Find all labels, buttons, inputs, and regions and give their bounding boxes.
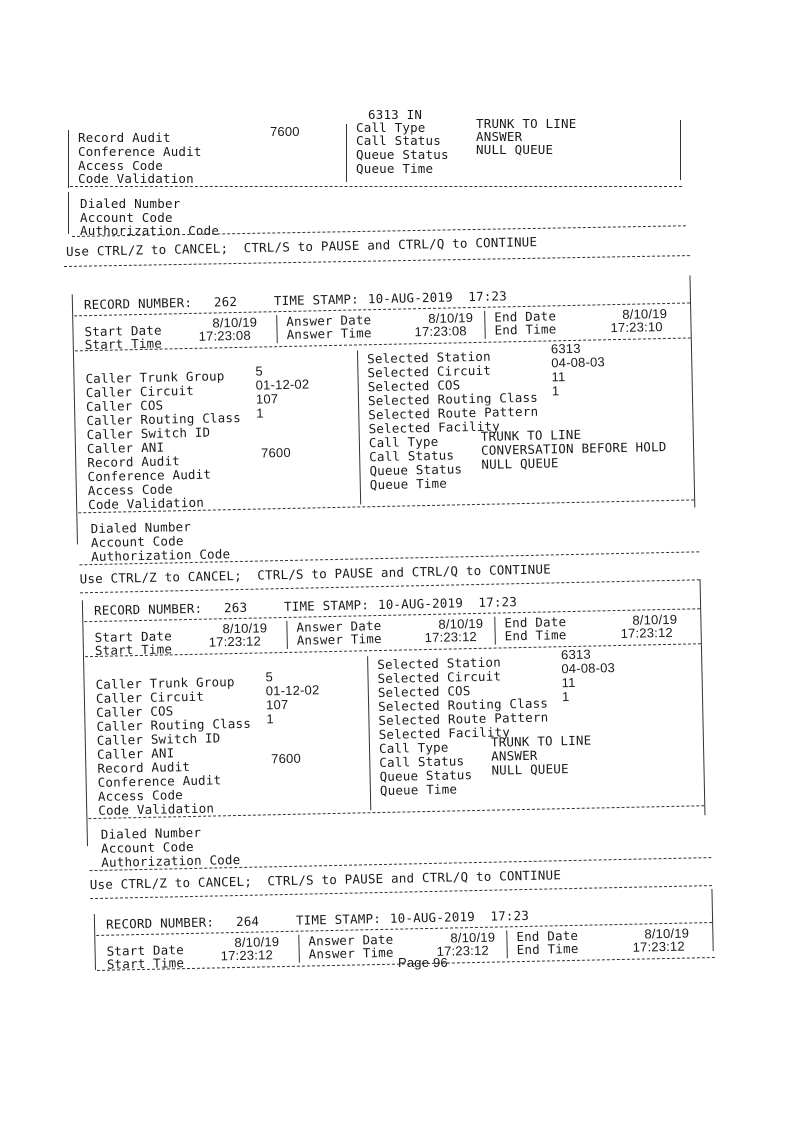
conference-audit-label: Conference Audit xyxy=(78,144,202,159)
answer-date-value: 8/10/19 xyxy=(450,929,496,946)
end-date-value: 8/10/19 xyxy=(622,305,668,322)
caller-switch-id-label: Caller Switch ID xyxy=(96,730,221,748)
time-stamp-value: 10-AUG-2019 17:23 xyxy=(389,907,530,926)
selected-station-label: Selected Station xyxy=(377,654,502,673)
page-number: Page 96 xyxy=(398,955,448,970)
code-validation-label: Code Validation xyxy=(87,494,205,513)
start-date-label: Start Date xyxy=(84,322,162,340)
selected-facility-value: 6313 IN xyxy=(368,107,423,122)
continue-prompt: Use CTRL/Z to CANCEL; CTRL/S to PAUSE and CTRL/Q to CONTINUE xyxy=(65,234,538,259)
record-audit-label: Record Audit xyxy=(97,758,191,776)
call-status-label: Call Status xyxy=(356,133,441,148)
selected-circuit-value: 04-08-03 xyxy=(551,354,606,371)
caller-trunk-group-label: Caller Trunk Group xyxy=(85,368,225,387)
time-stamp-label: TIME STAMP: xyxy=(273,291,360,309)
dialed-number-label: Dialed Number xyxy=(80,196,181,211)
selected-route-pattern-label: Selected Route Pattern xyxy=(378,709,549,729)
selected-routing-class-value: 1 xyxy=(551,383,560,399)
start-time-value: 17:23:12 xyxy=(208,633,262,650)
start-date-value: 8/10/19 xyxy=(222,620,268,637)
access-code-label: Access Code xyxy=(78,158,163,173)
selected-circuit-label: Selected Circuit xyxy=(377,668,502,687)
caller-switch-id-label: Caller Switch ID xyxy=(86,424,211,443)
queue-status-label: Queue Status xyxy=(379,767,473,785)
caller-circuit-label: Caller Circuit xyxy=(85,382,195,401)
selected-cos-label: Selected COS xyxy=(367,377,461,395)
end-date-label: End Date xyxy=(516,927,579,945)
code-validation-label: Code Validation xyxy=(98,800,215,818)
record-number-label: RECORD NUMBER: xyxy=(105,914,215,932)
account-code-label: Account Code xyxy=(90,533,184,551)
time-stamp-label: TIME STAMP: xyxy=(283,597,370,614)
call-type-value: TRUNK TO LINE xyxy=(480,426,582,444)
access-code-label: Access Code xyxy=(87,481,173,499)
call-status-value: ANSWER xyxy=(476,129,523,144)
account-code-label: Account Code xyxy=(80,210,173,225)
selected-circuit-value: 04-08-03 xyxy=(561,660,616,677)
call-status-value: CONVERSATION BEFORE HOLD xyxy=(480,439,667,458)
caller-trunk-group-value: 5 xyxy=(265,669,274,685)
caller-cos-label: Caller COS xyxy=(96,703,174,720)
border-left xyxy=(94,914,96,970)
dialed-number-label: Dialed Number xyxy=(100,824,202,842)
call-type-value: TRUNK TO LINE xyxy=(476,116,577,131)
call-type-value: TRUNK TO LINE xyxy=(490,732,592,750)
conference-audit-label: Conference Audit xyxy=(87,466,212,485)
end-time-label: End Time xyxy=(494,321,557,338)
record-audit-label: Record Audit xyxy=(78,130,171,145)
answer-date-value: 8/10/19 xyxy=(438,615,484,632)
answer-time-label: Answer Time xyxy=(308,944,394,962)
code-validation-label: Code Validation xyxy=(78,171,194,186)
continue-prompt: Use CTRL/Z to CANCEL; CTRL/S to PAUSE and CTRL/Q to CONTINUE xyxy=(89,867,562,893)
selected-routing-class-label: Selected Routing Class xyxy=(377,695,549,715)
record-number-value: 262 xyxy=(213,293,238,310)
answer-time-value: 17:23:12 xyxy=(436,942,490,959)
end-time-label: End Time xyxy=(516,940,579,958)
authorization-code-label: Authorization Code xyxy=(80,223,220,238)
caller-circuit-value: 01-12-02 xyxy=(255,376,310,393)
authorization-code-label: Authorization Code xyxy=(101,851,241,870)
authorization-code-label: Authorization Code xyxy=(91,546,231,565)
account-code-label: Account Code xyxy=(100,838,194,856)
caller-trunk-group-value: 5 xyxy=(255,363,263,379)
caller-trunk-group-label: Caller Trunk Group xyxy=(95,674,235,692)
start-time-label: Start Time xyxy=(94,641,173,658)
call-type-label: Call Type xyxy=(356,120,426,135)
queue-time-label: Queue Time xyxy=(379,781,458,799)
caller-circuit-label: Caller Circuit xyxy=(95,688,205,706)
end-time-value: 17:23:12 xyxy=(632,938,685,955)
caller-cos-label: Caller COS xyxy=(85,397,164,415)
call-status-label: Call Status xyxy=(379,753,465,771)
selected-cos-value: 11 xyxy=(561,674,576,691)
selected-routing-class-value: 1 xyxy=(561,689,570,705)
start-date-value: 8/10/19 xyxy=(234,934,280,951)
column-divider xyxy=(298,935,300,963)
record-audit-value: 7600 xyxy=(271,750,302,767)
caller-routing-class-value: 1 xyxy=(266,711,274,727)
answer-time-value: 17:23:08 xyxy=(414,323,467,340)
queue-time-label: Queue Time xyxy=(356,161,434,176)
selected-facility-label: Selected Facility xyxy=(378,724,511,743)
continue-prompt: Use CTRL/Z to CANCEL; CTRL/S to PAUSE and CTRL/Q to CONTINUE xyxy=(79,561,551,587)
start-date-value: 8/10/19 xyxy=(212,314,258,331)
selected-cos-label: Selected COS xyxy=(377,683,471,701)
record-audit-label: Record Audit xyxy=(87,453,181,471)
answer-date-value: 8/10/19 xyxy=(428,310,474,326)
column-divider xyxy=(506,930,508,958)
record-number-label: RECORD NUMBER: xyxy=(83,294,193,313)
start-time-value: 17:23:08 xyxy=(198,327,251,344)
record-number-label: RECORD NUMBER: xyxy=(93,600,203,618)
record-audit-value: 7600 xyxy=(270,124,300,139)
caller-cos-value: 107 xyxy=(255,391,279,407)
queue-status-label: Queue Status xyxy=(356,147,449,162)
answer-time-label: Answer Time xyxy=(286,325,372,342)
queue-status-value: NULL QUEUE xyxy=(481,455,559,472)
border-right xyxy=(711,889,713,951)
start-time-label: Start Time xyxy=(84,335,163,353)
caller-ani-label: Caller ANI xyxy=(96,745,175,762)
caller-ani-label: Caller ANI xyxy=(86,439,165,457)
queue-time-label: Queue Time xyxy=(369,475,448,493)
end-time-value: 17:23:12 xyxy=(620,624,674,641)
selected-route-pattern-label: Selected Route Pattern xyxy=(368,403,539,423)
record-audit-value: 7600 xyxy=(260,444,291,461)
start-time-label: Start Time xyxy=(106,955,185,972)
caller-routing-class-value: 1 xyxy=(256,405,264,421)
conference-audit-label: Conference Audit xyxy=(97,772,222,790)
record-number-value: 263 xyxy=(223,599,248,616)
record-number-value: 264 xyxy=(235,913,260,930)
selected-station-label: Selected Station xyxy=(366,348,491,367)
start-date-label: Start Date xyxy=(106,942,184,959)
queue-status-value: NULL QUEUE xyxy=(476,142,554,157)
time-stamp-label: TIME STAMP: xyxy=(295,910,382,928)
start-date-label: Start Date xyxy=(94,628,173,645)
end-date-label: End Date xyxy=(504,614,567,631)
selected-cos-value: 11 xyxy=(551,369,566,385)
selected-station-value: 6313 xyxy=(560,646,591,663)
answer-date-label: Answer Date xyxy=(296,617,382,635)
selected-circuit-label: Selected Circuit xyxy=(367,362,492,381)
queue-status-value: NULL QUEUE xyxy=(491,761,569,778)
call-type-label: Call Type xyxy=(378,739,449,757)
answer-time-value: 17:23:12 xyxy=(424,628,478,646)
end-time-label: End Time xyxy=(504,627,567,644)
call-status-label: Call Status xyxy=(369,447,455,465)
dialed-number-label: Dialed Number xyxy=(90,518,192,537)
answer-time-label: Answer Time xyxy=(296,630,382,648)
queue-status-label: Queue Status xyxy=(369,461,463,479)
caller-circuit-value: 01-12-02 xyxy=(265,682,320,699)
time-stamp-value: 10-AUG-2019 17:23 xyxy=(377,594,518,613)
answer-date-label: Answer Date xyxy=(286,312,372,329)
answer-date-label: Answer Date xyxy=(308,931,394,949)
call-type-label: Call Type xyxy=(368,433,439,451)
call-status-value: ANSWER xyxy=(491,747,538,764)
end-time-value: 17:23:10 xyxy=(610,319,663,336)
end-date-label: End Date xyxy=(494,308,557,325)
end-date-value: 8/10/19 xyxy=(632,611,678,628)
access-code-label: Access Code xyxy=(97,787,184,804)
caller-routing-class-label: Caller Routing Class xyxy=(86,409,242,429)
start-time-value: 17:23:12 xyxy=(220,947,274,964)
end-date-value: 8/10/19 xyxy=(644,925,690,942)
selected-facility-label: Selected Facility xyxy=(368,418,501,437)
caller-cos-value: 107 xyxy=(265,696,289,713)
time-stamp-value: 10-AUG-2019 17:23 xyxy=(367,288,508,307)
selected-routing-class-label: Selected Routing Class xyxy=(367,389,539,409)
selected-station-value: 6313 xyxy=(550,340,581,357)
caller-routing-class-label: Caller Routing Class xyxy=(96,715,252,734)
